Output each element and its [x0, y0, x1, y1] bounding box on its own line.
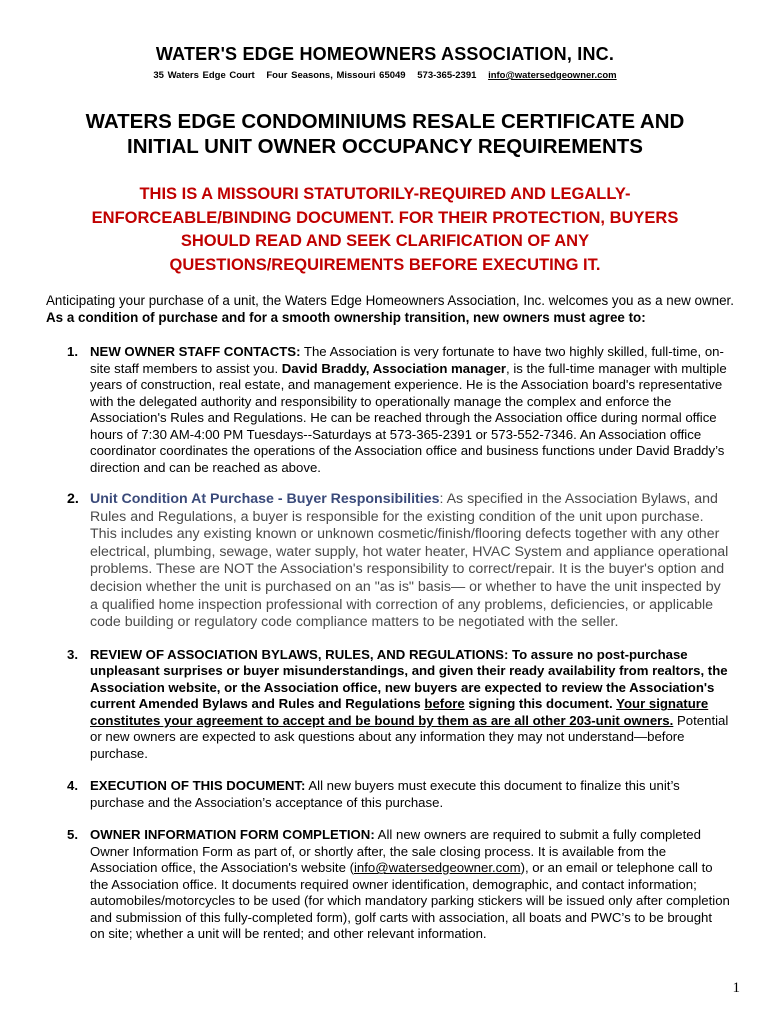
item-text: Potential or new owners are expected to ask questions about any information they may not understand—before purchase.	[90, 712, 729, 761]
warning-line-1: THIS IS A MISSOURI STATUTORILY-REQUIRED AND LEGALLY-	[139, 185, 631, 203]
item-heading: OWNER INFORMATION FORM COMPLETION:	[90, 827, 375, 843]
item-text: ), or an email or telephone call to the Association office. It documents required owner identification, demographic, and contact information; automobiles/motorcycles to be used (for which mandatory parking stickers will be issued only after completion and submission of this fully-completed form), golf carts with association, all boats and PWC’s to be brought on site; whether a unit will be rented; and other relevant information.	[90, 860, 730, 942]
intro-paragraph	[46, 292, 736, 326]
city-state-zip: Four Seasons, Missouri 65049	[266, 70, 406, 81]
item-number: 2.	[67, 491, 79, 507]
item-text: All new buyers must execute this document to finalize this unit’s purchase and the Association’s acceptance of this purchase.	[90, 778, 680, 810]
item-heading: Unit Condition At Purchase - Buyer Responsibilities	[90, 491, 440, 507]
item-text: All new owners are required to submit a fully completed Owner Information Form as part of, or shortly after, the sale closing process. It is available from the Association office, the Association's website (	[90, 827, 701, 876]
phone-number: 573-365-2391	[417, 70, 477, 81]
document-title	[30, 109, 740, 159]
signature-agreement: Your signature constitutes your agreement to accept and be bound by them as are all other 203-unit owners.	[90, 696, 709, 728]
legal-warning	[30, 183, 740, 277]
item-text: The Association is very fortunate to have two highly skilled, full-time, on-site staff members to assist you.	[90, 344, 724, 376]
street-address: 35 Waters Edge Court	[153, 70, 255, 81]
warning-line-4: QUESTIONS/REQUIREMENTS BEFORE EXECUTING IT.	[169, 255, 601, 274]
item-text: , is the full-time manager with multiple years of construction, real estate, and management experience. He is the Association board's representative with the delegated authority and responsibility to operationally manage the complex and enforce the Association's Rules and Regulations. He can be reached through the Association office during normal office hours of 7:30 AM-4:00 PM Tuesdays--Saturdays at 573-365-2391 or 573-552-7346. An Association office coordinator coordinates the operations of the Association office and business functions under David Braddy’s direction and can be reached as above.	[90, 360, 727, 475]
list-item-bylaws-review	[46, 647, 730, 763]
item-heading: NEW OWNER STAFF CONTACTS:	[90, 344, 301, 359]
organization-address-line	[0, 70, 770, 81]
item-text: : As specified in the Association Bylaws, and Rules and Regulations, a buyer is responsible for the existing condition of the unit upon purchase. This includes any existing known or unknown cosmetic/finish/flooring defects together with any other electrical, plumbing, sewage, water supply, hot water heater, HVAC System and appliance operational problems. These are NOT the Association's responsibility to correct/repair. It is the buyer's option and decision whether the unit is purchased on an "as is" basis— or whether to have the unit inspected by a qualified home inspection professional with correction of any problems, deficiencies, or applicable code building or regulatory code compliance matters to be negotiated with the seller.	[90, 491, 729, 631]
emphasis-before: before	[424, 696, 465, 712]
intro-text: Anticipating your purchase of a unit, the Waters Edge Homeowners Association, Inc. welcomes you as a new owner.	[46, 293, 734, 308]
item-number: 4.	[67, 778, 78, 794]
email-link[interactable]: info@watersedgeowner.com	[353, 860, 521, 876]
item-heading: EXECUTION OF THIS DOCUMENT:	[90, 778, 306, 794]
item-number: 5.	[67, 827, 78, 843]
title-line-2: INITIAL UNIT OWNER OCCUPANCY REQUIREMENTS	[127, 135, 643, 158]
intro-condition: As a condition of purchase and for a smooth ownership transition, new owners must agree to:	[46, 310, 646, 325]
list-item-unit-condition	[46, 491, 730, 632]
warning-line-2: ENFORCEABLE/BINDING DOCUMENT. FOR THEIR PROTECTION, BUYERS	[91, 208, 679, 227]
item-number: 1.	[67, 344, 78, 359]
item-text-bold: signing this document.	[464, 696, 617, 712]
list-item-execution	[46, 778, 730, 811]
email-link[interactable]: info@watersedgeowner.com	[488, 70, 617, 81]
list-item-owner-info-form	[46, 827, 730, 943]
manager-name: David Braddy, Association manager	[281, 360, 507, 376]
title-line-1: WATERS EDGE CONDOMINIUMS RESALE CERTIFICATE AND	[85, 110, 685, 133]
item-number: 3.	[67, 646, 78, 662]
item-heading: REVIEW OF ASSOCIATION BYLAWS, RULES, AND REGULATIONS: To assure no post-purchase unpleasant surprises or buyer misunderstandings, and given their ready availability from realtors, the Association website, or the Association office, new buyers are expected to review the Association's current Amended Bylaws and Rules and Regulations	[90, 646, 728, 712]
warning-line-3: SHOULD READ AND SEEK CLARIFICATION OF ANY	[180, 232, 590, 250]
organization-name: WATER'S EDGE HOMEOWNERS ASSOCIATION, INC.	[155, 44, 615, 64]
requirements-list	[46, 344, 730, 943]
list-item-staff-contacts	[46, 344, 730, 476]
page-number: 1	[732, 980, 740, 996]
